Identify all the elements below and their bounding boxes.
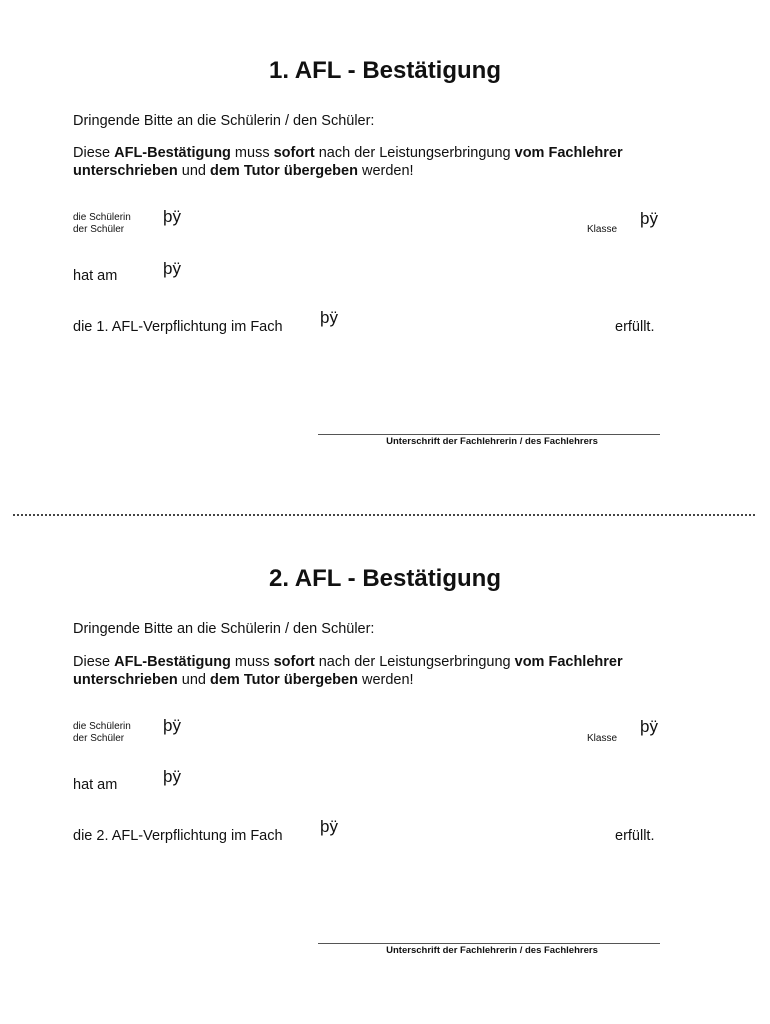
section-1-obligation-text: die 1. AFL-Verpflichtung im Fach xyxy=(73,319,283,335)
section-1-class-field[interactable]: þÿ xyxy=(640,209,658,228)
cut-line-divider xyxy=(13,514,755,516)
section-2-date-field[interactable]: þÿ xyxy=(163,767,181,786)
section-2-signature-line[interactable] xyxy=(318,943,660,944)
section-2-obligation-text: die 2. AFL-Verpflichtung im Fach xyxy=(73,828,283,844)
section-1-date-field[interactable]: þÿ xyxy=(163,259,181,278)
section-1-student-field[interactable]: þÿ xyxy=(163,207,181,226)
section-1-signature-line[interactable] xyxy=(318,434,660,435)
section-2-fulfilled-text: erfüllt. xyxy=(615,828,655,844)
section-2-instruction-line-2: unterschrieben und dem Tutor übergeben werden! xyxy=(73,672,414,688)
section-1-title: 1. AFL - Bestätigung xyxy=(268,57,501,84)
section-1-class-label: Klasse xyxy=(587,224,618,235)
section-2-subject-field[interactable]: þÿ xyxy=(320,817,338,836)
section-1-signature-label: Unterschrift der Fachlehrerin / des Fachlehrers xyxy=(386,436,598,447)
section-2-date-label: hat am xyxy=(73,777,118,793)
section-1-instruction-line-1: Diese AFL-Bestätigung muss sofort nach der Leistungserbringung vom Fachlehrer xyxy=(73,145,623,161)
section-2-class-label: Klasse xyxy=(587,733,618,744)
section-2-signature-label: Unterschrift der Fachlehrerin / des Fachlehrers xyxy=(386,945,598,956)
section-1-instruction-line-2: unterschrieben und dem Tutor übergeben werden! xyxy=(73,163,414,179)
section-1-fulfilled-text: erfüllt. xyxy=(615,319,655,335)
section-1-date-label: hat am xyxy=(73,268,118,284)
section-2-title: 2. AFL - Bestätigung xyxy=(268,565,501,592)
section-2-student-field[interactable]: þÿ xyxy=(163,716,181,735)
section-2-intro: Dringende Bitte an die Schülerin / den Schüler: xyxy=(73,621,375,637)
section-1-student-label: die Schülerin der Schüler xyxy=(73,212,131,235)
section-2-instruction-line-1: Diese AFL-Bestätigung muss sofort nach der Leistungserbringung vom Fachlehrer xyxy=(73,654,623,670)
section-1-intro: Dringende Bitte an die Schülerin / den Schüler: xyxy=(73,113,375,129)
section-2-student-label: die Schülerin der Schüler xyxy=(73,721,131,744)
section-2-class-field[interactable]: þÿ xyxy=(640,717,658,736)
section-1-subject-field[interactable]: þÿ xyxy=(320,308,338,327)
